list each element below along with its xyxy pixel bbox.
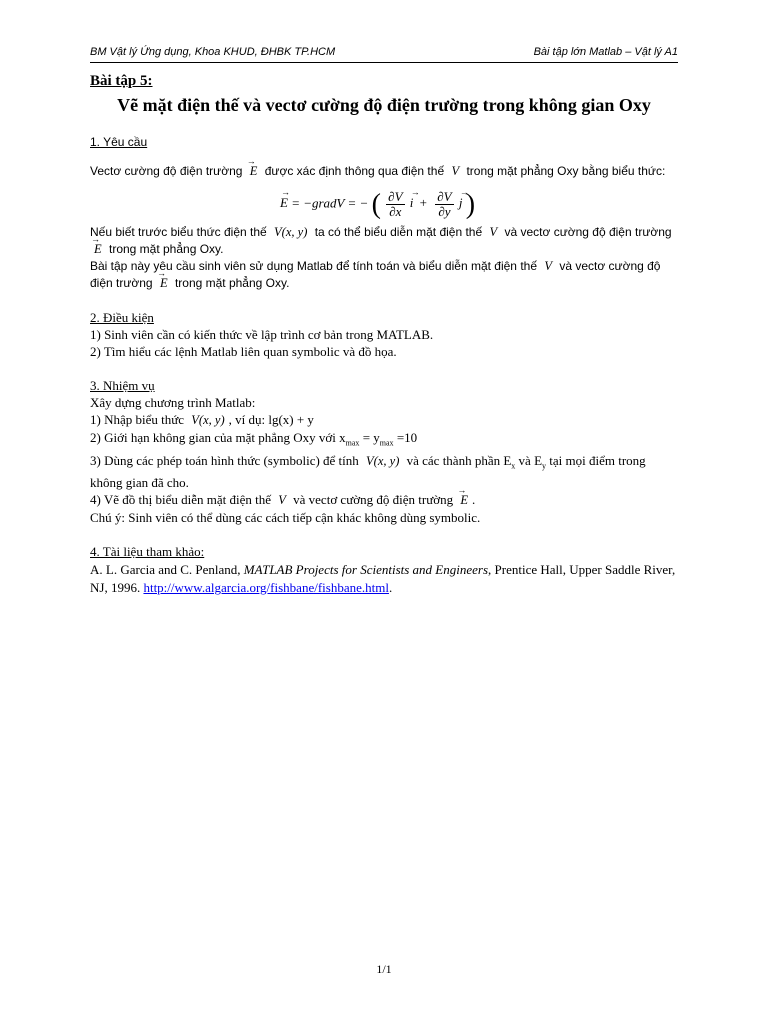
text: Bài tập này yêu cầu sinh viên sử dụng Matlab để tính toán và biểu diễn mặt điện thế — [90, 259, 537, 273]
text: và vectơ cường độ điện trường — [90, 259, 661, 290]
subscript: max — [379, 438, 394, 448]
page-number: 1/1 — [376, 962, 392, 976]
math-symbol: → E — [246, 163, 262, 180]
denominator: ∂x — [389, 204, 402, 219]
document-body — [90, 72, 678, 597]
text: =10 — [393, 430, 418, 445]
section-conditions — [90, 309, 678, 360]
fraction-dv-dy — [435, 190, 453, 219]
section-heading: 2. Điều kiện — [90, 310, 154, 325]
numerator: ∂V — [388, 189, 403, 204]
note: Chú ý: Sinh viên có thể dùng các cách tiếp cận khác không dùng symbolic. — [90, 510, 481, 526]
math-symbol: → E — [456, 492, 472, 509]
header-left: BM Vật lý Ứng dụng, Khoa KHUD, ĐHBK TP.HCM — [90, 46, 336, 58]
subscript: x — [511, 461, 516, 471]
paragraph — [90, 258, 678, 292]
text: và E — [515, 452, 543, 468]
math-symbol: V(x, y) — [366, 453, 400, 468]
section-heading: 4. Tài liệu tham khảo: — [90, 544, 205, 560]
math-symbol: V — [544, 259, 552, 273]
denominator: ∂y — [438, 204, 451, 219]
math-symbol: → E — [90, 241, 106, 258]
paren-left: ( — [371, 189, 381, 220]
text: , ví dụ: lg(x) + y — [228, 412, 314, 427]
document-title: Vẽ mặt điện thế và vectơ cường độ điện trường trong không gian Oxy — [117, 95, 651, 115]
math-symbol: → E — [156, 275, 172, 292]
text: và vectơ cường độ điện trường — [293, 492, 454, 508]
paragraph — [90, 224, 678, 258]
ref-book-title: MATLAB Projects for Scientists and Engineers — [243, 562, 489, 578]
list-item — [90, 429, 678, 452]
list-item — [90, 452, 678, 492]
paragraph — [90, 163, 678, 180]
math-symbol: V — [451, 164, 460, 178]
reference-entry — [90, 561, 678, 597]
text: tại mọi điểm trong không gian đã cho. — [90, 452, 646, 491]
subscript: y — [542, 461, 547, 471]
gradient-formula — [280, 180, 678, 224]
text: 4) Vẽ đồ thị biểu diễn mặt điện thế — [90, 492, 271, 508]
text: trong mặt phẳng Oxy. — [108, 242, 224, 256]
text: ta có thể biểu diễn mặt điện thế — [314, 225, 483, 239]
section-heading: 3. Nhiệm vụ — [90, 378, 155, 393]
unit-i: → i — [410, 194, 414, 211]
list-item — [90, 411, 678, 429]
subscript: max — [345, 438, 360, 448]
unit-j: → j — [459, 194, 463, 211]
text: 2) Giới hạn không gian của mặt phẳng Oxy với x — [90, 430, 346, 445]
section-tasks — [90, 377, 678, 526]
header-right: Bài tập lớn Matlab – Vật lý A1 — [533, 46, 678, 58]
formula-lhs: → E — [280, 194, 288, 211]
list-item: 2) Tìm hiểu các lệnh Matlab liên quan symbolic và đồ họa. — [90, 344, 397, 359]
text: . — [388, 580, 393, 596]
text: Nếu biết trước biểu thức điện thế — [90, 225, 267, 239]
math-symbol: V — [489, 225, 498, 239]
text: 3) Dùng các phép toán hình thức (symbolic) để tính — [90, 452, 359, 468]
text: trong mặt phẳng Oxy bằng biểu thức: — [466, 164, 666, 178]
math-symbol: V — [278, 493, 286, 508]
list-item — [90, 491, 678, 509]
ref-authors: A. L. Garcia and C. Penland, — [90, 562, 244, 578]
text: và các thành phần E — [406, 452, 512, 468]
plus: + — [419, 195, 427, 211]
section-references — [90, 543, 678, 597]
section-heading: 1. Yêu cầu — [90, 135, 148, 149]
fraction-dv-dx — [386, 190, 404, 219]
math-symbol: V(x, y) — [191, 413, 225, 427]
reference-link[interactable]: http://www.algarcia.org/fishbane/fishbane.html — [143, 580, 389, 596]
text: 1) Nhập biểu thức — [90, 412, 185, 427]
formula-eq: = −gradV = − — [291, 195, 369, 211]
text: . — [472, 492, 476, 508]
ref-publisher: , Prentice Hall, Upper Saddle River, NJ, 1996. — [90, 562, 676, 596]
text: được xác định thông qua điện thế — [264, 164, 445, 178]
list-item: 1) Sinh viên cần có kiến thức về lập trình cơ bản trong MATLAB. — [90, 327, 434, 342]
text: Vectơ cường độ điện trường — [90, 164, 243, 178]
text: = y — [359, 430, 380, 445]
page-header — [90, 44, 678, 63]
text: trong mặt phẳng Oxy. — [174, 276, 290, 290]
numerator: ∂V — [437, 189, 452, 204]
task-intro: Xây dựng chương trình Matlab: — [90, 395, 256, 410]
text: và vectơ cường độ điện trường — [504, 225, 672, 239]
section-requirements — [90, 134, 678, 292]
paren-right: ) — [465, 189, 476, 220]
math-symbol: V(x, y) — [274, 225, 308, 239]
exercise-label: Bài tập 5: — [90, 73, 153, 89]
